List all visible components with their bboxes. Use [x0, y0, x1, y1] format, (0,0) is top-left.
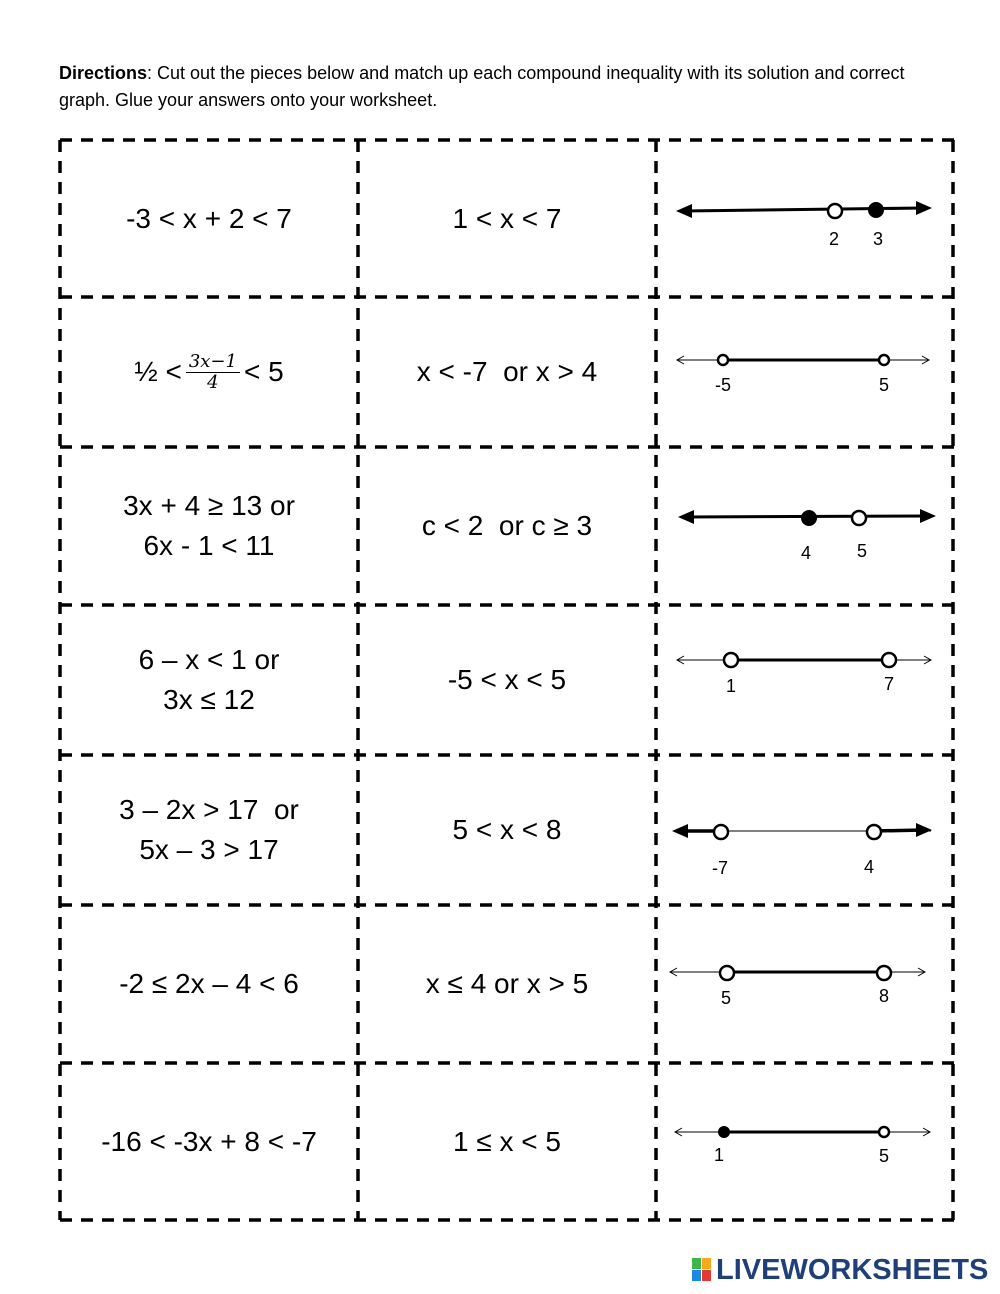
- tick-label-right: 5: [878, 1146, 890, 1166]
- tick-label-left: 1: [725, 676, 737, 696]
- open-point: [867, 825, 881, 839]
- closed-point: [718, 1126, 730, 1138]
- graph-card-6: [656, 905, 953, 1063]
- open-point: [720, 966, 734, 980]
- inequality-line-2: 3x ≤ 12: [163, 684, 255, 715]
- directions-body: : Cut out the pieces below and match up each compound inequality with its solution and correct graph. Glue your answers onto your worksheet.: [59, 63, 905, 110]
- solution-text: c < 2 or c ≥ 3: [421, 510, 593, 541]
- inequality-prefix: ½ <: [134, 356, 182, 387]
- inequality-card-2: [60, 297, 358, 447]
- inequality-line-1: 3x + 4 ≥ 13 or: [123, 490, 295, 521]
- liveworksheets-logo: [692, 1253, 989, 1286]
- open-point: [724, 653, 738, 667]
- solution-card-5: [358, 755, 656, 905]
- graph-card-7: [656, 1063, 953, 1220]
- inequality-card-6: [60, 905, 358, 1063]
- number-line: [672, 823, 932, 838]
- inequality-card-7: [60, 1063, 358, 1220]
- tick-label-left: 1: [713, 1145, 725, 1165]
- closed-point: [868, 202, 884, 218]
- tick-label-left: -5: [714, 375, 732, 395]
- directions-label: Directions: [59, 63, 148, 83]
- solution-card-6: [358, 905, 656, 1063]
- graph-card-3: [656, 447, 953, 605]
- number-line: [677, 356, 929, 364]
- open-point: [877, 966, 891, 980]
- logo-text: LIVEWORKSHEETS: [716, 1253, 989, 1286]
- inequality-line-1: 6 – x < 1 or: [138, 644, 280, 675]
- solution-text: x < -7 or x > 4: [416, 356, 598, 387]
- graph-card-1: [656, 140, 953, 297]
- solution-text: -5 < x < 5: [447, 664, 567, 695]
- open-point: [718, 355, 728, 365]
- fraction: [186, 352, 240, 393]
- graph-card-5: [656, 755, 953, 905]
- tick-label-left: 2: [828, 229, 840, 249]
- inequality-line-2: 6x - 1 < 11: [143, 530, 275, 561]
- open-point: [879, 355, 889, 365]
- open-point: [714, 825, 728, 839]
- tick-label-right: 3: [872, 229, 884, 249]
- inequality-text: -3 < x + 2 < 7: [126, 202, 292, 234]
- inequality-card-5: [60, 755, 358, 905]
- solution-card-2: [358, 297, 656, 447]
- closed-point: [801, 510, 817, 526]
- tick-label-left: 5: [720, 988, 732, 1008]
- inequality-card-3: [60, 447, 358, 605]
- tick-label-left: -7: [711, 858, 729, 878]
- solution-card-4: [358, 605, 656, 755]
- logo-icon: [692, 1258, 712, 1282]
- solution-text: 5 < x < 8: [452, 814, 562, 845]
- fraction-numerator: 3x−1: [186, 352, 240, 373]
- solution-card-3: [358, 447, 656, 605]
- graph-card-4: [656, 605, 953, 755]
- open-point: [828, 204, 842, 218]
- tick-label-right: 7: [883, 674, 895, 694]
- tick-label-right: 4: [863, 857, 875, 877]
- inequality-line-1: 3 – 2x > 17 or: [119, 794, 299, 825]
- graph-card-2: [656, 297, 953, 447]
- open-point: [852, 511, 866, 525]
- tick-label-right: 5: [878, 375, 890, 395]
- inequality-suffix: < 5: [243, 356, 284, 387]
- inequality-card-1: [60, 140, 358, 297]
- number-line: [675, 1128, 930, 1136]
- number-line: [676, 201, 932, 218]
- tick-label-left: 4: [800, 543, 812, 563]
- inequality-card-4: [60, 605, 358, 755]
- inequality-text: -2 ≤ 2x – 4 < 6: [119, 968, 299, 999]
- tick-label-right: 8: [878, 986, 890, 1006]
- open-point: [879, 1127, 889, 1137]
- solution-text: x ≤ 4 or x > 5: [425, 968, 589, 999]
- tick-label-right: 5: [856, 541, 868, 561]
- inequality-line-2: 5x – 3 > 17: [139, 834, 279, 865]
- solution-text: 1 < x < 7: [452, 202, 562, 234]
- solution-card-7: [358, 1063, 656, 1220]
- open-point: [882, 653, 896, 667]
- fraction-denominator: 4: [207, 371, 219, 393]
- inequality-text: -16 < -3x + 8 < -7: [101, 1125, 317, 1157]
- solution-text: 1 ≤ x < 5: [453, 1125, 561, 1157]
- solution-card-1: [358, 140, 656, 297]
